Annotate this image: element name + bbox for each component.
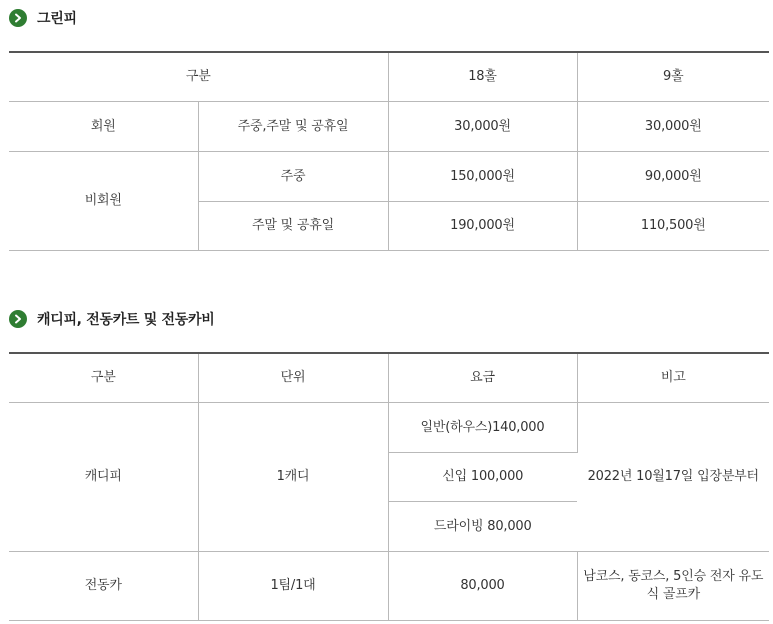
header-18-holes: 18홀: [388, 52, 577, 102]
header-unit: 단위: [198, 353, 388, 403]
day-type: 주중,주말 및 공휴일: [198, 102, 388, 152]
unit-cell: 1팀/1대: [198, 552, 388, 621]
section-heading: 그린피: [37, 11, 77, 27]
table-row: [9, 102, 769, 152]
fee-cell: 80,000: [388, 552, 577, 621]
price-9-holes: 110,500원: [577, 202, 769, 251]
row-label-caddie-fee: 캐디피: [9, 403, 198, 552]
header-9-holes: 9홀: [577, 52, 769, 102]
fee-cell: 신입 100,000: [388, 453, 577, 502]
table-row: [9, 403, 769, 453]
fee-cell: 일반(하우스)140,000: [388, 403, 577, 453]
fee-cell: 드라이빙 80,000: [388, 502, 577, 552]
price-9-holes: 30,000원: [577, 102, 769, 152]
section-heading: 캐디피, 전동카트 및 전동카비: [37, 312, 215, 328]
table-row: [9, 552, 769, 621]
unit-cell: 1캐디: [198, 403, 388, 552]
section-title-greenfee: [9, 8, 77, 28]
day-type: 주중: [198, 152, 388, 202]
table-header-row: [9, 353, 769, 403]
header-category: 구분: [9, 353, 198, 403]
row-label-nonmember: 비회원: [9, 152, 198, 251]
price-18-holes: 190,000원: [388, 202, 577, 251]
caddie-cart-table: [9, 352, 769, 621]
note-cell: 남코스, 동코스, 5인승 전자 유도식 골프카: [577, 552, 769, 621]
price-9-holes: 90,000원: [577, 152, 769, 202]
header-note: 비고: [577, 353, 769, 403]
table-header-row: [9, 52, 769, 102]
header-category: 구분: [9, 52, 388, 102]
note-cell: 2022년 10월17일 입장분부터: [577, 403, 769, 552]
row-label-member: 회원: [9, 102, 198, 152]
section-title-caddie-cart: [9, 309, 214, 329]
price-18-holes: 30,000원: [388, 102, 577, 152]
header-fee: 요금: [388, 353, 577, 403]
chevron-right-circle-icon: [9, 9, 27, 27]
price-18-holes: 150,000원: [388, 152, 577, 202]
chevron-right-circle-icon: [9, 310, 27, 328]
table-row: [9, 152, 769, 202]
greenfee-table: [9, 51, 769, 251]
day-type: 주말 및 공휴일: [198, 202, 388, 251]
row-label-cart: 전동카: [9, 552, 198, 621]
